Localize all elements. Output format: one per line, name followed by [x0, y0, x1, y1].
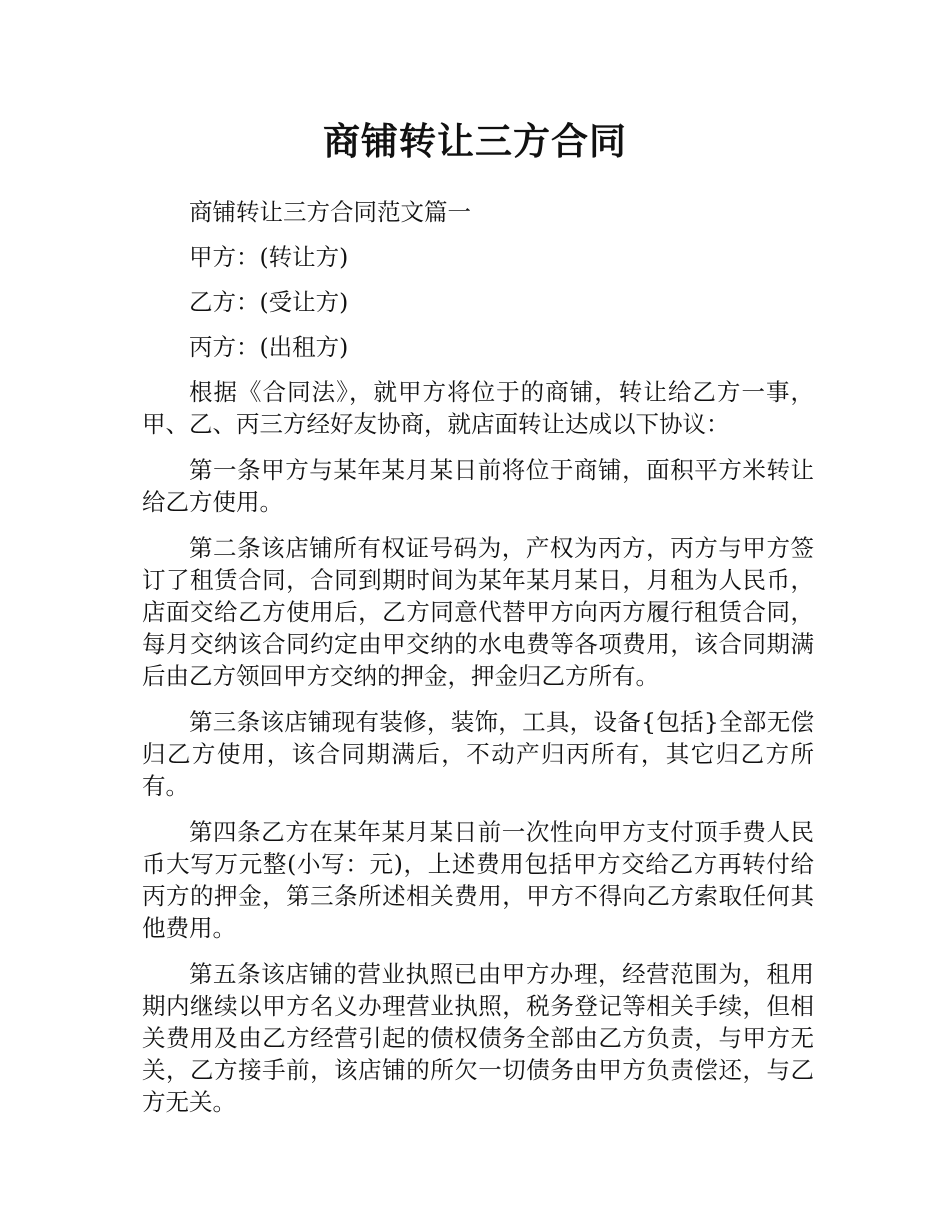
paragraph-party-a: 甲方：(转让方): [189, 243, 349, 271]
paragraph-article-4: 第四条乙方在某年某月某日前一次性向甲方支付顶手费人民币大写万元整(小写：元)，上述费用包括甲方交给乙方再转付给丙方的押金，第三条所述相关费用，甲方不得向乙方索取任何其他费用。: [142, 818, 814, 942]
paragraph-article-1: 第一条甲方与某年某月某日前将位于商铺，面积平方米转让给乙方使用。: [142, 456, 814, 516]
paragraph-article-5: 第五条该店铺的营业执照已由甲方办理，经营范围为，租用期内继续以甲方名义办理营业执照，税务登记等相关手续，但相关费用及由乙方经营引起的债权债务全部由乙方负责，与甲方无关，乙方接手前，该店铺的所欠一切债务由甲方负责偿还，与乙方无关。: [142, 960, 814, 1116]
paragraph-article-2: 第二条该店铺所有权证号码为，产权为丙方，丙方与甲方签订了租赁合同，合同到期时间为某年某月某日，月租为人民币，店面交给乙方使用后，乙方同意代替甲方向丙方履行租赁合同，每月交纳该合同约定由甲交纳的水电费等各项费用，该合同期满后由乙方领回甲方交纳的押金，押金归乙方所有。: [142, 534, 814, 690]
paragraph-preamble: 根据《合同法》，就甲方将位于的商铺，转让给乙方一事，甲、乙、丙三方经好友协商，就店面转让达成以下协议：: [142, 378, 814, 438]
document-body: [142, 196, 814, 1132]
paragraph-party-b: 乙方：(受让方): [189, 288, 349, 316]
document-title: 商铺转让三方合同: [323, 120, 627, 163]
paragraph-subtitle: 商铺转让三方合同范文篇一: [189, 198, 471, 226]
paragraph-party-c: 丙方：(出租方): [189, 333, 349, 361]
paragraph-article-3: 第三条该店铺现有装修，装饰，工具，设备{包括}全部无偿归乙方使用，该合同期满后，不动产归丙所有，其它归乙方所有。: [142, 708, 814, 800]
